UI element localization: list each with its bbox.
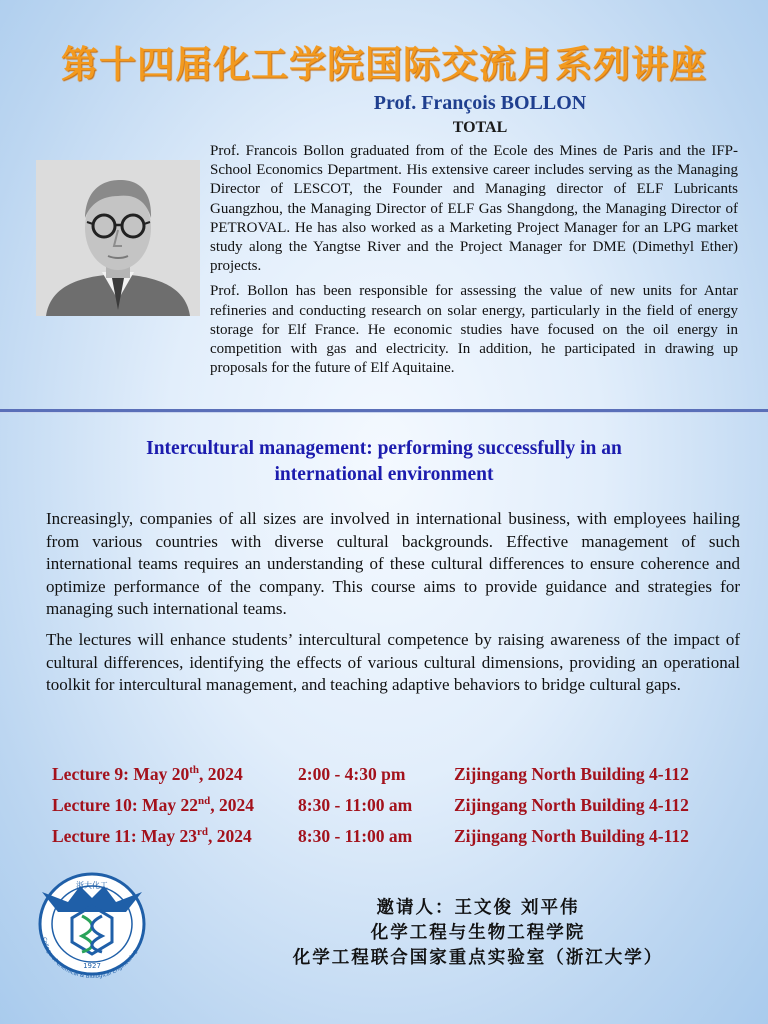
page-title: 第十四届化工学院国际交流月系列讲座 xyxy=(61,43,707,86)
speaker-name: Prof. François BOLLON xyxy=(373,92,587,114)
college-logo xyxy=(22,868,162,980)
section-divider-shadow xyxy=(0,412,768,413)
college-name: 化学工程与生物工程学院 xyxy=(370,923,586,943)
speaker-photo xyxy=(36,160,200,316)
abstract-paragraph: The lectures will enhance students’ intercultural competence by raising awareness of the impact of cultural differences, identifying the effects of various cultural dimensions, providing an operational toolkit for intercultural management, and teaching adaptive behaviors to bridge cultural gaps. xyxy=(46,629,740,695)
talk-abstract xyxy=(46,508,740,705)
speaker-organization: TOTAL xyxy=(452,119,508,136)
inviter: 邀请人：王文俊 刘平伟 xyxy=(376,898,580,918)
lecture-row xyxy=(52,826,752,857)
abstract-paragraph: Increasingly, companies of all sizes are involved in international business, with employees hailing from various countries with diverse cultural backgrounds. Effective management of such international teams requires an understanding of these cultural differences to ensure coherence and optimize performance of the company. This course aims to provide guidance and strategies for managing such international teams. xyxy=(46,509,740,619)
lecture-date: Lecture 11: May 23rd, 2024 xyxy=(52,826,252,846)
logo-text-en: College of Chemical & Biological Engineering xyxy=(40,936,139,980)
lecture-time: 8:30 - 11:00 am xyxy=(298,826,413,846)
lecture-time: 2:00 - 4:30 pm xyxy=(298,764,406,784)
bio-paragraph: Prof. Bollon has been responsible for assessing the value of new units for Antar refineries and conducting research on solar energy, particularly in the field of energy storage for Elf France. He economic studies have focused on the oil energy in competition with gas and electricity. In addition, he participated in drawing up proposals for the future of Elf Aquitaine. xyxy=(210,283,738,377)
lecture-location: Zijingang North Building 4-112 xyxy=(454,764,689,784)
lecture-location: Zijingang North Building 4-112 xyxy=(454,826,689,846)
lecture-date: Lecture 9: May 20th, 2024 xyxy=(52,764,243,784)
lecture-location: Zijingang North Building 4-112 xyxy=(454,795,689,815)
college-logo-icon xyxy=(22,868,162,980)
organizer-info xyxy=(268,896,688,971)
portrait-icon xyxy=(36,160,200,316)
lecture-row xyxy=(52,764,752,795)
lecture-date: Lecture 10: May 22nd, 2024 xyxy=(52,795,254,815)
speaker-bio xyxy=(210,142,738,384)
lecture-schedule xyxy=(52,764,752,857)
talk-title-line: Intercultural management: performing successfully in an xyxy=(146,438,622,459)
bio-paragraph: Prof. Francois Bollon graduated from of the Ecole des Mines de Paris and the IFP-School Economics Department. His extensive career includes serving as the Managing Director of LESCOT, the Founder and Managing director of ELF Lubricants Guangzhou, the Managing Director of ELF Gas Shangdong, the Managing Director of PETROVAL. He has also worked as a Marketing Project Manager for an LPG market study along the Yangtse River and the Project Manager for DME (Dimethyl Ether) projects. xyxy=(210,143,738,275)
talk-title-line: international environment xyxy=(274,464,494,485)
lecture-row xyxy=(52,795,752,826)
lab-name: 化学工程联合国家重点实验室（浙江大学） xyxy=(292,948,664,968)
talk-title xyxy=(80,436,688,488)
logo-year: 1927 xyxy=(83,962,101,970)
logo-text-cn: 浙大化工 xyxy=(76,881,108,890)
lecture-time: 8:30 - 11:00 am xyxy=(298,795,413,815)
